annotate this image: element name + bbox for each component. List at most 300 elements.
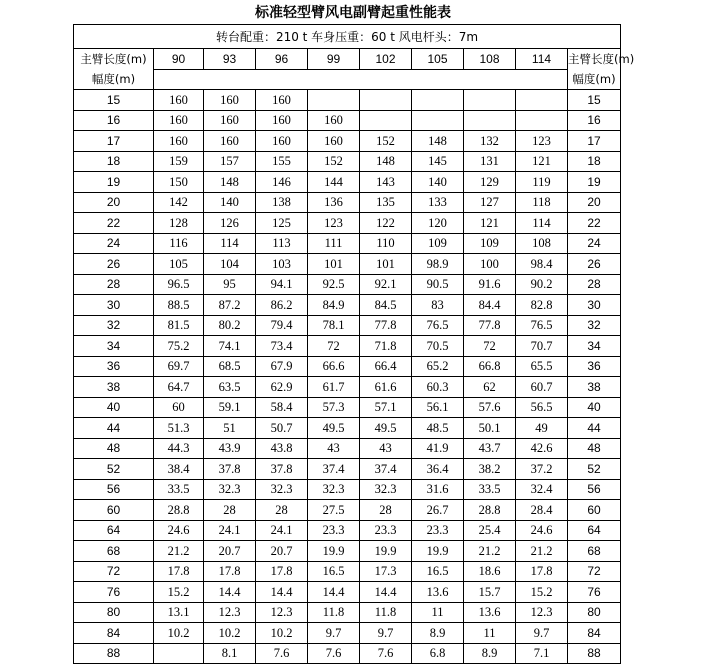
- capacity-cell: 60: [154, 397, 204, 418]
- capacity-cell: 33.5: [464, 479, 516, 500]
- capacity-cell: 14.4: [204, 582, 256, 603]
- capacity-cell: 23.3: [412, 520, 464, 541]
- radius-cell-right: 30: [568, 295, 621, 316]
- radius-cell-right: 84: [568, 623, 621, 644]
- subheader-right: 幅度(m): [568, 69, 621, 90]
- radius-cell-right: 28: [568, 274, 621, 295]
- capacity-cell: 92.5: [308, 274, 360, 295]
- radius-cell-right: 24: [568, 233, 621, 254]
- capacity-cell: 81.5: [154, 315, 204, 336]
- capacity-cell: [308, 90, 360, 111]
- header-right: 主臂长度(m): [568, 49, 621, 70]
- capacity-cell: 76.5: [516, 315, 568, 336]
- table-row: [74, 110, 621, 131]
- capacity-cell: 87.2: [204, 295, 256, 316]
- capacity-cell: 94.1: [256, 274, 308, 295]
- capacity-cell: 28: [256, 500, 308, 521]
- capacity-cell: 96.5: [154, 274, 204, 295]
- table-row: [74, 397, 621, 418]
- table-row: [74, 377, 621, 398]
- capacity-cell: 42.6: [516, 438, 568, 459]
- table-row: [74, 356, 621, 377]
- radius-cell: 19: [74, 172, 154, 193]
- radius-cell-right: 19: [568, 172, 621, 193]
- capacity-cell: 50.7: [256, 418, 308, 439]
- table-row: [74, 541, 621, 562]
- capacity-cell: 160: [154, 110, 204, 131]
- subheader-row: [74, 69, 621, 90]
- radius-cell: 68: [74, 541, 154, 562]
- capacity-cell: 11.8: [360, 602, 412, 623]
- capacity-cell: 104: [204, 254, 256, 275]
- capacity-cell: 123: [308, 213, 360, 234]
- capacity-cell: 28.8: [154, 500, 204, 521]
- radius-cell: 32: [74, 315, 154, 336]
- capacity-cell: 44.3: [154, 438, 204, 459]
- table-row: [74, 582, 621, 603]
- radius-cell: 15: [74, 90, 154, 111]
- capacity-cell: 12.3: [256, 602, 308, 623]
- capacity-cell: 14.4: [360, 582, 412, 603]
- radius-cell: 20: [74, 192, 154, 213]
- capacity-cell: 148: [412, 131, 464, 152]
- capacity-cell: 84.9: [308, 295, 360, 316]
- table-row: [74, 172, 621, 193]
- capacity-cell: 37.4: [308, 459, 360, 480]
- capacity-cell: 157: [204, 151, 256, 172]
- radius-cell-right: 76: [568, 582, 621, 603]
- capacity-cell: 109: [412, 233, 464, 254]
- capacity-cell: 160: [256, 90, 308, 111]
- capacity-cell: 32.4: [516, 479, 568, 500]
- capacity-cell: 86.2: [256, 295, 308, 316]
- capacity-cell: 140: [204, 192, 256, 213]
- capacity-cell: 17.8: [516, 561, 568, 582]
- capacity-cell: 101: [360, 254, 412, 275]
- capacity-cell: 7.6: [360, 643, 412, 664]
- radius-cell-right: 20: [568, 192, 621, 213]
- radius-cell: 88: [74, 643, 154, 664]
- radius-cell-right: 17: [568, 131, 621, 152]
- table-row: [74, 459, 621, 480]
- capacity-cell: 60.3: [412, 377, 464, 398]
- capacity-cell: 28.4: [516, 500, 568, 521]
- capacity-cell: 38.2: [464, 459, 516, 480]
- capacity-cell: 16.5: [412, 561, 464, 582]
- capacity-cell: 160: [256, 131, 308, 152]
- radius-cell: 44: [74, 418, 154, 439]
- capacity-cell: 75.2: [154, 336, 204, 357]
- capacity-cell: 68.5: [204, 356, 256, 377]
- capacity-cell: 17.8: [204, 561, 256, 582]
- capacity-cell: 143: [360, 172, 412, 193]
- capacity-cell: 24.6: [154, 520, 204, 541]
- capacity-cell: 140: [412, 172, 464, 193]
- table-row: [74, 315, 621, 336]
- radius-cell: 40: [74, 397, 154, 418]
- radius-cell: 60: [74, 500, 154, 521]
- config-cell: 转台配重：210 t 车身压重：60 t 风电杆头：7m: [74, 25, 621, 49]
- capacity-cell: 11: [464, 623, 516, 644]
- capacity-cell: 60.7: [516, 377, 568, 398]
- capacity-cell: 160: [204, 110, 256, 131]
- table-row: [74, 213, 621, 234]
- radius-cell-right: 40: [568, 397, 621, 418]
- capacity-cell: 123: [516, 131, 568, 152]
- capacity-cell: 122: [360, 213, 412, 234]
- capacity-cell: 23.3: [360, 520, 412, 541]
- capacity-cell: 152: [308, 151, 360, 172]
- capacity-cell: 21.2: [154, 541, 204, 562]
- radius-cell: 30: [74, 295, 154, 316]
- radius-cell: 17: [74, 131, 154, 152]
- capacity-cell: 11.8: [308, 602, 360, 623]
- capacity-cell: 136: [308, 192, 360, 213]
- capacity-cell: 43: [308, 438, 360, 459]
- table-row: [74, 192, 621, 213]
- capacity-cell: 15.2: [154, 582, 204, 603]
- capacity-cell: 43.9: [204, 438, 256, 459]
- capacity-cell: 36.4: [412, 459, 464, 480]
- capacity-cell: 98.9: [412, 254, 464, 275]
- capacity-cell: 84.4: [464, 295, 516, 316]
- capacity-cell: 56.1: [412, 397, 464, 418]
- table-row: [74, 520, 621, 541]
- capacity-cell: 127: [464, 192, 516, 213]
- subheader-blank: [154, 69, 568, 90]
- capacity-cell: 37.8: [256, 459, 308, 480]
- capacity-cell: 95: [204, 274, 256, 295]
- radius-cell-right: 88: [568, 643, 621, 664]
- capacity-cell: 20.7: [204, 541, 256, 562]
- table-row: [74, 295, 621, 316]
- capacity-cell: 61.7: [308, 377, 360, 398]
- capacity-cell: 65.2: [412, 356, 464, 377]
- capacity-cell: 6.8: [412, 643, 464, 664]
- capacity-cell: 105: [154, 254, 204, 275]
- radius-cell-right: 44: [568, 418, 621, 439]
- capacity-cell: 15.2: [516, 582, 568, 603]
- capacity-cell: 65.5: [516, 356, 568, 377]
- radius-cell: 64: [74, 520, 154, 541]
- capacity-cell: 12.3: [516, 602, 568, 623]
- table-row: [74, 151, 621, 172]
- capacity-cell: 121: [464, 213, 516, 234]
- radius-cell: 22: [74, 213, 154, 234]
- table-row: [74, 254, 621, 275]
- capacity-cell: 21.2: [516, 541, 568, 562]
- table-row: [74, 561, 621, 582]
- radius-cell: 16: [74, 110, 154, 131]
- capacity-cell: 160: [204, 90, 256, 111]
- radius-cell: 26: [74, 254, 154, 275]
- capacity-cell: 160: [308, 110, 360, 131]
- capacity-cell: 108: [516, 233, 568, 254]
- capacity-cell: 61.6: [360, 377, 412, 398]
- radius-cell-right: 72: [568, 561, 621, 582]
- table-row: [74, 131, 621, 152]
- radius-cell: 38: [74, 377, 154, 398]
- boom-length-header: 108: [464, 49, 516, 70]
- capacity-cell: 71.8: [360, 336, 412, 357]
- capacity-cell: 10.2: [154, 623, 204, 644]
- radius-cell-right: 52: [568, 459, 621, 480]
- radius-cell: 18: [74, 151, 154, 172]
- capacity-cell: 51: [204, 418, 256, 439]
- capacity-cell: 57.6: [464, 397, 516, 418]
- capacity-cell: 133: [412, 192, 464, 213]
- capacity-cell: 160: [204, 131, 256, 152]
- capacity-cell: 66.6: [308, 356, 360, 377]
- capacity-cell: [360, 90, 412, 111]
- capacity-cell: 152: [360, 131, 412, 152]
- capacity-cell: 114: [204, 233, 256, 254]
- capacity-cell: 126: [204, 213, 256, 234]
- capacity-cell: [516, 90, 568, 111]
- capacity-cell: 19.9: [360, 541, 412, 562]
- capacity-cell: 145: [412, 151, 464, 172]
- capacity-cell: 114: [516, 213, 568, 234]
- capacity-cell: 79.4: [256, 315, 308, 336]
- table-row: [74, 643, 621, 664]
- capacity-cell: 48.5: [412, 418, 464, 439]
- boom-length-header: 102: [360, 49, 412, 70]
- radius-cell: 52: [74, 459, 154, 480]
- capacity-cell: 43.7: [464, 438, 516, 459]
- capacity-cell: [412, 90, 464, 111]
- radius-cell-right: 48: [568, 438, 621, 459]
- capacity-cell: 9.7: [360, 623, 412, 644]
- capacity-cell: 148: [204, 172, 256, 193]
- capacity-cell: 7.6: [308, 643, 360, 664]
- capacity-cell: 17.8: [154, 561, 204, 582]
- capacity-cell: 23.3: [308, 520, 360, 541]
- capacity-cell: 9.7: [308, 623, 360, 644]
- capacity-cell: 8.9: [464, 643, 516, 664]
- capacity-cell: 62: [464, 377, 516, 398]
- capacity-cell: 37.2: [516, 459, 568, 480]
- capacity-cell: 70.5: [412, 336, 464, 357]
- capacity-cell: 19.9: [412, 541, 464, 562]
- table-row: [74, 500, 621, 521]
- capacity-cell: 110: [360, 233, 412, 254]
- capacity-cell: 66.4: [360, 356, 412, 377]
- boom-length-header: 93: [204, 49, 256, 70]
- capacity-cell: 28: [204, 500, 256, 521]
- capacity-cell: 150: [154, 172, 204, 193]
- table-row: [74, 602, 621, 623]
- capacity-cell: 74.1: [204, 336, 256, 357]
- header-row: [74, 49, 621, 70]
- capacity-cell: 77.8: [360, 315, 412, 336]
- capacity-cell: 67.9: [256, 356, 308, 377]
- capacity-cell: 82.8: [516, 295, 568, 316]
- radius-cell-right: 38: [568, 377, 621, 398]
- table-row: [74, 90, 621, 111]
- radius-cell-right: 60: [568, 500, 621, 521]
- capacity-cell: 160: [256, 110, 308, 131]
- capacity-cell: 131: [464, 151, 516, 172]
- capacity-cell: 43: [360, 438, 412, 459]
- capacity-cell: 15.7: [464, 582, 516, 603]
- capacity-cell: 91.6: [464, 274, 516, 295]
- header-left: 主臂长度(m): [74, 49, 154, 70]
- radius-cell-right: 80: [568, 602, 621, 623]
- capacity-cell: 37.8: [204, 459, 256, 480]
- boom-length-header: 99: [308, 49, 360, 70]
- capacity-cell: 146: [256, 172, 308, 193]
- capacity-cell: 72: [308, 336, 360, 357]
- capacity-cell: 43.8: [256, 438, 308, 459]
- capacity-cell: 83: [412, 295, 464, 316]
- capacity-cell: 128: [154, 213, 204, 234]
- boom-length-header: 114: [516, 49, 568, 70]
- capacity-cell: 58.4: [256, 397, 308, 418]
- subheader-left: 幅度(m): [74, 69, 154, 90]
- radius-cell: 34: [74, 336, 154, 357]
- capacity-cell: 56.5: [516, 397, 568, 418]
- capacity-cell: [154, 643, 204, 664]
- capacity-cell: 18.6: [464, 561, 516, 582]
- radius-cell-right: 16: [568, 110, 621, 131]
- radius-cell-right: 36: [568, 356, 621, 377]
- capacity-cell: 9.7: [516, 623, 568, 644]
- capacity-cell: 32.3: [204, 479, 256, 500]
- radius-cell-right: 15: [568, 90, 621, 111]
- table-row: [74, 336, 621, 357]
- capacity-cell: 118: [516, 192, 568, 213]
- capacity-cell: 90.2: [516, 274, 568, 295]
- radius-cell-right: 22: [568, 213, 621, 234]
- table-row: [74, 623, 621, 644]
- config-row: [74, 25, 621, 49]
- capacity-cell: 57.3: [308, 397, 360, 418]
- capacity-cell: 10.2: [256, 623, 308, 644]
- capacity-cell: 27.5: [308, 500, 360, 521]
- capacity-cell: 33.5: [154, 479, 204, 500]
- radius-cell: 56: [74, 479, 154, 500]
- radius-cell-right: 34: [568, 336, 621, 357]
- capacity-cell: 7.6: [256, 643, 308, 664]
- capacity-cell: 20.7: [256, 541, 308, 562]
- capacity-cell: 8.9: [412, 623, 464, 644]
- radius-cell-right: 18: [568, 151, 621, 172]
- table-row: [74, 438, 621, 459]
- capacity-cell: 101: [308, 254, 360, 275]
- capacity-cell: 13.6: [464, 602, 516, 623]
- capacity-cell: 63.5: [204, 377, 256, 398]
- capacity-cell: [360, 110, 412, 131]
- capacity-cell: 121: [516, 151, 568, 172]
- radius-cell-right: 68: [568, 541, 621, 562]
- capacity-cell: 14.4: [256, 582, 308, 603]
- capacity-cell: 103: [256, 254, 308, 275]
- capacity-cell: 11: [412, 602, 464, 623]
- capacity-cell: 80.2: [204, 315, 256, 336]
- table-row: [74, 233, 621, 254]
- capacity-cell: 13.6: [412, 582, 464, 603]
- capacity-cell: 24.1: [256, 520, 308, 541]
- capacity-cell: 12.3: [204, 602, 256, 623]
- capacity-cell: 32.3: [308, 479, 360, 500]
- capacity-cell: 41.9: [412, 438, 464, 459]
- capacity-cell: 100: [464, 254, 516, 275]
- capacity-cell: 28: [360, 500, 412, 521]
- capacity-cell: 66.8: [464, 356, 516, 377]
- capacity-cell: [516, 110, 568, 131]
- radius-cell-right: 56: [568, 479, 621, 500]
- capacity-cell: 92.1: [360, 274, 412, 295]
- radius-cell: 48: [74, 438, 154, 459]
- capacity-cell: 64.7: [154, 377, 204, 398]
- capacity-cell: 38.4: [154, 459, 204, 480]
- capacity-cell: 14.4: [308, 582, 360, 603]
- radius-cell-right: 64: [568, 520, 621, 541]
- capacity-cell: 49: [516, 418, 568, 439]
- capacity-cell: [464, 110, 516, 131]
- capacity-cell: 32.3: [360, 479, 412, 500]
- radius-cell-right: 26: [568, 254, 621, 275]
- capacity-cell: 160: [154, 131, 204, 152]
- capacity-cell: 49.5: [360, 418, 412, 439]
- capacity-cell: 37.4: [360, 459, 412, 480]
- capacity-cell: 25.4: [464, 520, 516, 541]
- capacity-cell: 129: [464, 172, 516, 193]
- radius-cell: 80: [74, 602, 154, 623]
- capacity-cell: 69.7: [154, 356, 204, 377]
- capacity-cell: 77.8: [464, 315, 516, 336]
- capacity-cell: 10.2: [204, 623, 256, 644]
- radius-cell: 84: [74, 623, 154, 644]
- capacity-cell: 72: [464, 336, 516, 357]
- capacity-cell: 16.5: [308, 561, 360, 582]
- capacity-cell: 142: [154, 192, 204, 213]
- capacity-cell: 17.8: [256, 561, 308, 582]
- capacity-cell: 19.9: [308, 541, 360, 562]
- capacity-cell: 7.1: [516, 643, 568, 664]
- capacity-cell: [464, 90, 516, 111]
- capacity-cell: 88.5: [154, 295, 204, 316]
- capacity-cell: 13.1: [154, 602, 204, 623]
- table-title: 标准轻型臂风电副臂起重性能表: [255, 5, 451, 21]
- boom-length-header: 96: [256, 49, 308, 70]
- boom-length-header: 105: [412, 49, 464, 70]
- capacity-cell: 160: [154, 90, 204, 111]
- capacity-cell: 8.1: [204, 643, 256, 664]
- radius-cell: 28: [74, 274, 154, 295]
- boom-length-header: 90: [154, 49, 204, 70]
- capacity-cell: [412, 110, 464, 131]
- radius-cell: 36: [74, 356, 154, 377]
- capacity-cell: 78.1: [308, 315, 360, 336]
- capacity-cell: 50.1: [464, 418, 516, 439]
- table-row: [74, 274, 621, 295]
- capacity-cell: 59.1: [204, 397, 256, 418]
- capacity-cell: 125: [256, 213, 308, 234]
- capacity-cell: 51.3: [154, 418, 204, 439]
- capacity-cell: 28.8: [464, 500, 516, 521]
- lifting-capacity-table: [73, 24, 635, 664]
- capacity-cell: 57.1: [360, 397, 412, 418]
- capacity-cell: 84.5: [360, 295, 412, 316]
- capacity-cell: 90.5: [412, 274, 464, 295]
- capacity-cell: 76.5: [412, 315, 464, 336]
- capacity-cell: 155: [256, 151, 308, 172]
- capacity-cell: 109: [464, 233, 516, 254]
- capacity-cell: 62.9: [256, 377, 308, 398]
- table-row: [74, 479, 621, 500]
- capacity-cell: 116: [154, 233, 204, 254]
